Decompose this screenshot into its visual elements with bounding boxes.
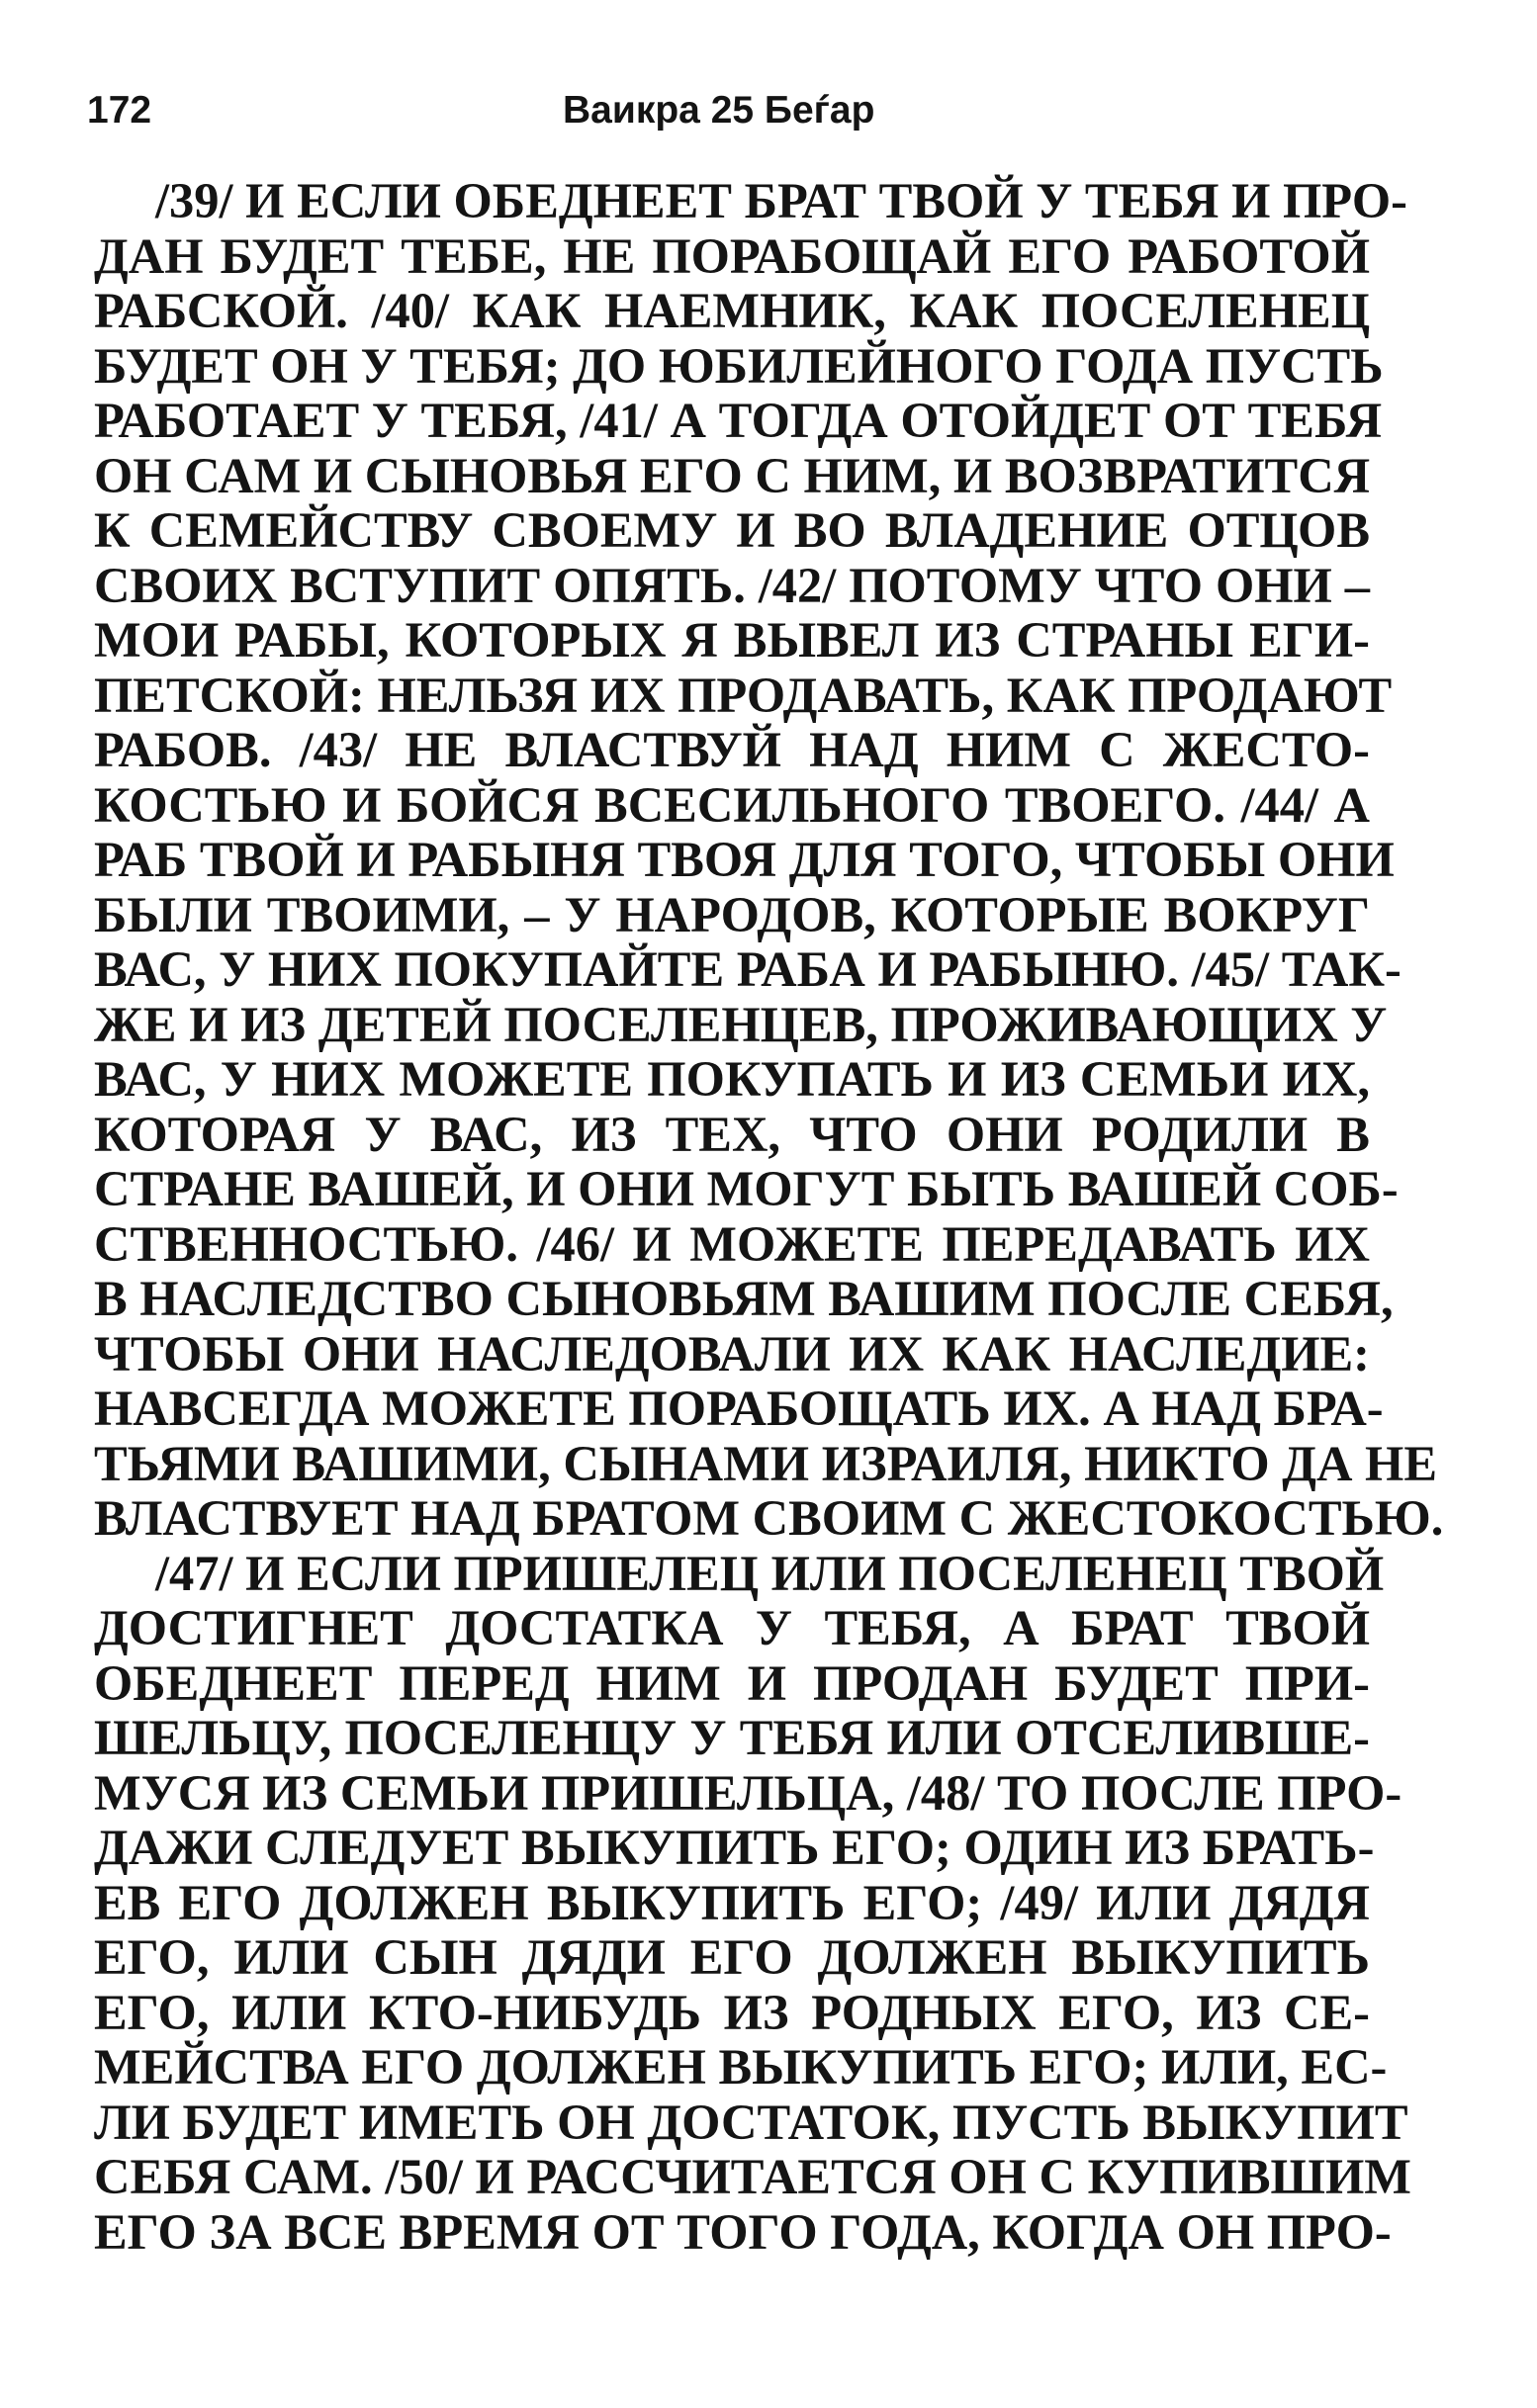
paragraph — [94, 173, 1444, 1547]
text-line: /47/ И ЕСЛИ ПРИШЕЛЕЦ ИЛИ ПОСЕЛЕНЕЦ ТВОЙ — [155, 1545, 1385, 1601]
text-line: ЕГО, ИЛИ СЫН ДЯДИ ЕГО ДОЛЖЕН ВЫКУПИТЬ — [94, 1929, 1370, 1985]
text-line: ОН САМ И СЫНОВЬЯ ЕГО С НИМ, И ВОЗВРАТИТСЯ — [94, 447, 1371, 503]
text-line: МУСЯ ИЗ СЕМЬИ ПРИШЕЛЬЦА, /48/ ТО ПОСЛЕ ПРО- — [94, 1764, 1402, 1821]
text-line: /39/ И ЕСЛИ ОБЕДНЕЕТ БРАТ ТВОЙ У ТЕБЯ И ПРО- — [155, 173, 1407, 228]
text-line: ЕГО ЗА ВСЕ ВРЕМЯ ОТ ТОГО ГОДА, КОГДА ОН ПРО- — [94, 2203, 1392, 2260]
text-line: ДОСТИГНЕТ ДОСТАТКА У ТЕБЯ, А БРАТ ТВОЙ — [94, 1600, 1370, 1655]
body-text — [94, 173, 1444, 2260]
text-line: ЛИ БУДЕТ ИМЕТЬ ОН ДОСТАТОК, ПУСТЬ ВЫКУПИТ — [94, 2094, 1408, 2150]
text-line: ЕГО, ИЛИ КТО-НИБУДЬ ИЗ РОДНЫХ ЕГО, ИЗ СЕ- — [94, 1984, 1370, 2040]
page-number: 172 — [87, 89, 152, 132]
text-line: СВОИХ ВСТУПИТ ОПЯТЬ. /42/ ПОТОМУ ЧТО ОНИ – — [94, 557, 1370, 613]
text-line: ТЬЯМИ ВАШИМИ, СЫНАМИ ИЗРАИЛЯ, НИКТО ДА НЕ — [94, 1435, 1438, 1491]
text-line: РАБСКОЙ. /40/ КАК НАЕМНИК, КАК ПОСЕЛЕНЕЦ — [94, 283, 1370, 338]
text-line: БЫЛИ ТВОИМИ, – У НАРОДОВ, КОТОРЫЕ ВОКРУГ — [94, 886, 1370, 942]
text-line: СЕБЯ САМ. /50/ И РАССЧИТАЕТСЯ ОН С КУПИВШИМ — [94, 2149, 1411, 2204]
text-line: МОИ РАБЫ, КОТОРЫХ Я ВЫВЕЛ ИЗ СТРАНЫ ЕГИ- — [94, 612, 1370, 668]
text-line: ДАЖИ СЛЕДУЕТ ВЫКУПИТЬ ЕГО; ОДИН ИЗ БРАТЬ- — [94, 1820, 1375, 1875]
text-line: НАВСЕГДА МОЖЕТЕ ПОРАБОЩАТЬ ИХ. А НАД БРА- — [94, 1381, 1384, 1436]
text-line: ВАС, У НИХ ПОКУПАЙТЕ РАБА И РАБЫНЮ. /45/ ТАК- — [94, 941, 1401, 997]
text-line: В НАСЛЕДСТВО СЫНОВЬЯМ ВАШИМ ПОСЛЕ СЕБЯ, — [94, 1271, 1394, 1326]
text-line: СТВЕННОСТЬЮ. /46/ И МОЖЕТЕ ПЕРЕДАВАТЬ ИХ — [94, 1215, 1370, 1272]
text-line: МЕЙСТВА ЕГО ДОЛЖЕН ВЫКУПИТЬ ЕГО; ИЛИ, ЕС- — [94, 2039, 1388, 2095]
text-line: ШЕЛЬЦУ, ПОСЕЛЕНЦУ У ТЕБЯ ИЛИ ОТСЕЛИВШЕ- — [94, 1710, 1370, 1765]
text-line: БУДЕТ ОН У ТЕБЯ; ДО ЮБИЛЕЙНОГО ГОДА ПУСТЬ — [94, 337, 1384, 394]
text-line: ЖЕ И ИЗ ДЕТЕЙ ПОСЕЛЕНЦЕВ, ПРОЖИВАЮЩИХ У — [94, 996, 1388, 1052]
text-line: ВЛАСТВУЕТ НАД БРАТОМ СВОИМ С ЖЕСТОКОСТЬЮ. — [94, 1490, 1444, 1546]
running-title: Ваикра 25 Беѓар — [563, 89, 875, 132]
text-line: ОБЕДНЕЕТ ПЕРЕД НИМ И ПРОДАН БУДЕТ ПРИ- — [94, 1654, 1370, 1711]
text-line: ПЕТСКОЙ: НЕЛЬЗЯ ИХ ПРОДАВАТЬ, КАК ПРОДАЮТ — [94, 667, 1393, 723]
text-line: ЧТОБЫ ОНИ НАСЛЕДОВАЛИ ИХ КАК НАСЛЕДИЕ: — [94, 1325, 1370, 1382]
text-line: РАБ ТВОЙ И РАБЫНЯ ТВОЯ ДЛЯ ТОГО, ЧТОБЫ ОНИ — [94, 832, 1395, 887]
text-line: ВАС, У НИХ МОЖЕТЕ ПОКУПАТЬ И ИЗ СЕМЬИ ИХ, — [94, 1051, 1370, 1107]
text-line: ДАН БУДЕТ ТЕБЕ, НЕ ПОРАБОЩАЙ ЕГО РАБОТОЙ — [94, 227, 1370, 284]
text-line: РАБОТАЕТ У ТЕБЯ, /41/ А ТОГДА ОТОЙДЕТ ОТ ТЕБЯ — [94, 393, 1383, 448]
text-line: СТРАНЕ ВАШЕЙ, И ОНИ МОГУТ БЫТЬ ВАШЕЙ СОБ- — [94, 1161, 1399, 1216]
running-header — [87, 81, 1373, 140]
text-line: ЕВ ЕГО ДОЛЖЕН ВЫКУПИТЬ ЕГО; /49/ ИЛИ ДЯДЯ — [94, 1874, 1370, 1930]
text-line: КОТОРАЯ У ВАС, ИЗ ТЕХ, ЧТО ОНИ РОДИЛИ В — [94, 1106, 1370, 1162]
text-line: К СЕМЕЙСТВУ СВОЕМУ И ВО ВЛАДЕНИЕ ОТЦОВ — [94, 502, 1370, 558]
text-line: КОСТЬЮ И БОЙСЯ ВСЕСИЛЬНОГО ТВОЕГО. /44/ А — [94, 776, 1370, 833]
paragraph — [94, 1545, 1411, 2261]
text-line: РАБОВ. /43/ НЕ ВЛАСТВУЙ НАД НИМ С ЖЕСТО- — [94, 722, 1370, 777]
